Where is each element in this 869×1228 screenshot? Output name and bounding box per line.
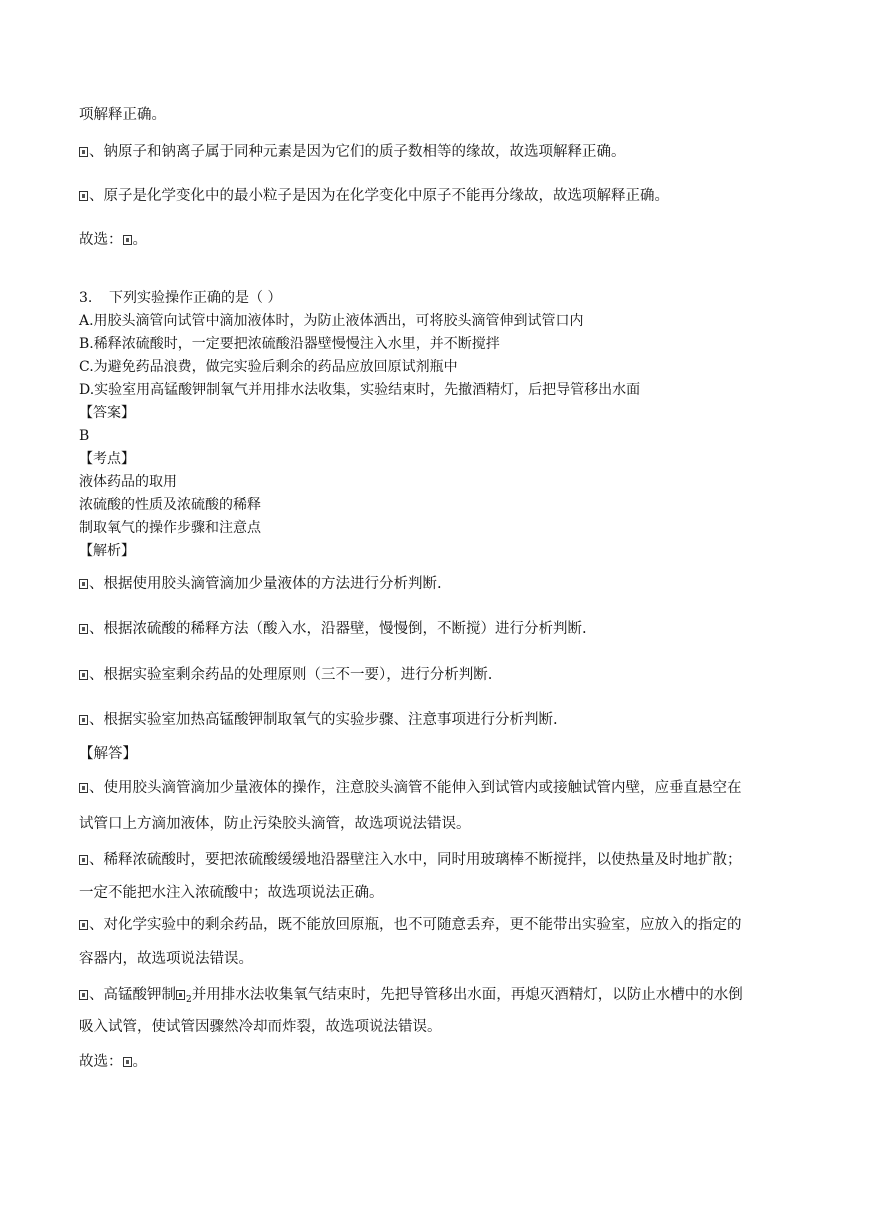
- solution-d-line2: 吸入试管，使试管因骤然冷却而炸裂，故选项说法错误。: [79, 1019, 442, 1035]
- point-item: 液体药品的取用: [79, 474, 177, 490]
- points-header: 【考点】: [79, 451, 135, 467]
- subscript: 2: [186, 995, 192, 1005]
- solution-c-line2: 容器内，故选项说法错误。: [79, 951, 253, 967]
- analysis-d: 、根据实验室加热高锰酸钾制取氧气的实验步骤、注意事项进行分析判断.: [79, 711, 789, 729]
- missing-glyph-icon: [79, 670, 88, 680]
- option-d: D.实验室用高锰酸钾制氧气并用排水法收集，实验结束时，先撤酒精灯，后把导管移出水面: [79, 382, 641, 398]
- answer-header: 【答案】: [79, 405, 135, 421]
- missing-glyph-icon: [79, 624, 88, 634]
- answer-value: B: [79, 428, 90, 444]
- solution-b-line1: 、稀释浓硫酸时，要把浓硫酸缓缓地沿器壁注入水中，同时用玻璃棒不断搅拌，以使热量及时地扩散；: [79, 851, 789, 869]
- prev-explanation-d: 、原子是化学变化中的最小粒子是因为在化学变化中原子不能再分缘故，故选项解释正确。: [79, 187, 789, 205]
- point-item: 浓硫酸的性质及浓硫酸的稀释: [79, 497, 261, 513]
- missing-glyph-icon: [123, 235, 132, 245]
- missing-glyph-icon: [79, 783, 88, 793]
- question-number: 3.: [79, 290, 93, 306]
- solution-d-line1: 、高锰酸钾制 $_2$并用排水法收集氧气结束时，先把导管移出水面，再熄灭酒精灯，以防止水槽中的水倒: [79, 986, 789, 1009]
- question-stem: 3. 下列实验操作正确的是（ ）: [79, 290, 282, 306]
- analysis-b: 、根据浓硫酸的稀释方法（酸入水，沿器壁，慢慢倒，不断搅）进行分析判断.: [79, 620, 789, 638]
- prev-explanation-tail: 项解释正确。: [79, 107, 166, 123]
- missing-glyph-icon: [79, 579, 88, 589]
- option-b: B.稀释浓硫酸时，一定要把浓硫酸沿器壁慢慢注入水里，并不断搅拌: [79, 336, 500, 352]
- missing-glyph-icon: [123, 1057, 132, 1067]
- prev-explanation-c: 、钠原子和钠离子属于同种元素是因为它们的质子数相等的缘故，故选项解释正确。: [79, 143, 789, 161]
- analysis-a: 、根据使用胶头滴管滴加少量液体的方法进行分析判断.: [79, 575, 789, 593]
- missing-glyph-icon: [79, 920, 88, 930]
- missing-glyph-icon: [79, 191, 88, 201]
- point-item: 制取氧气的操作步骤和注意点: [79, 520, 261, 536]
- missing-glyph-icon: [79, 990, 88, 1000]
- analysis-header: 【解析】: [79, 543, 135, 559]
- final-answer: 故选： 。: [79, 1054, 147, 1070]
- solution-c-line1: 、对化学实验中的剩余药品，既不能放回原瓶，也不可随意丢弃，更不能带出实验室，应放入的指定的: [79, 916, 789, 934]
- missing-glyph-icon: [79, 147, 88, 157]
- missing-glyph-icon: [79, 855, 88, 865]
- solution-header: 【解答】: [79, 746, 137, 762]
- solution-a-line1: 、使用胶头滴管滴加少量液体的操作，注意胶头滴管不能伸入到试管内或接触试管内壁，应垂直悬空在: [79, 779, 789, 797]
- option-c: C.为避免药品浪费，做完实验后剩余的药品应放回原试剂瓶中: [79, 359, 458, 375]
- solution-b-line2: 一定不能把水注入浓硫酸中；故选项说法正确。: [79, 885, 384, 901]
- option-a: A.用胶头滴管向试管中滴加液体时，为防止液体洒出，可将胶头滴管伸到试管口内: [79, 313, 584, 329]
- missing-glyph-icon: [79, 715, 88, 725]
- analysis-c: 、根据实验室剩余药品的处理原则（三不一要），进行分析判断.: [79, 666, 789, 684]
- prev-answer: 故选： 。: [79, 232, 147, 248]
- missing-glyph-icon: [176, 990, 185, 1000]
- solution-a-line2: 试管口上方滴加液体，防止污染胶头滴管，故选项说法错误。: [79, 816, 471, 832]
